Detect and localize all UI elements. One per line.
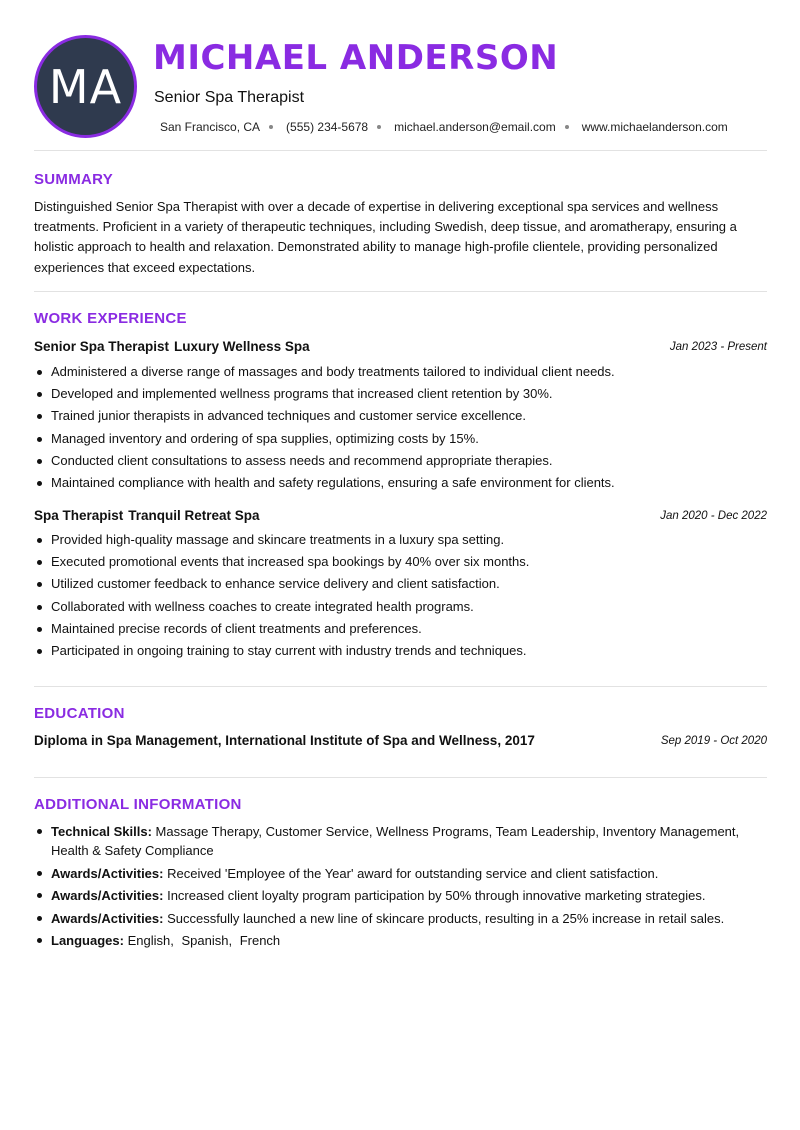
job-company: Tranquil Retreat Spa [128, 508, 260, 523]
item-text: Received 'Employee of the Year' award for outstanding service and client satisfaction. [167, 865, 659, 881]
job-dates: Jan 2020 - Dec 2022 [660, 510, 767, 522]
education-dates: Sep 2019 - Oct 2020 [660, 735, 767, 747]
separator-dot [377, 125, 381, 129]
avatar [34, 35, 137, 138]
additional-info-list [34, 822, 769, 954]
candidate-name: MICHAEL ANDERSON [153, 38, 559, 78]
list-item: Utilized customer feedback to enhance service delivery and client satisfaction. [34, 575, 769, 597]
education-entry: Diploma in Spa Management, International Institute of Spa and Wellness, 2017 [34, 733, 535, 748]
item-label: Awards/Activities: [51, 888, 164, 903]
language: English, [127, 933, 174, 948]
job-header [34, 508, 260, 523]
job-role: Senior Spa Therapist [34, 339, 170, 354]
list-item: Executed promotional events that increased spa bookings by 40% over six months. [34, 553, 769, 575]
language: Spanish, [181, 933, 233, 948]
contact-location: San Francisco, CA [160, 120, 261, 134]
list-item: Participated in ongoing training to stay current with industry trends and techniques. [34, 642, 769, 664]
job-dates: Jan 2023 - Present [669, 341, 767, 353]
divider [34, 686, 767, 687]
list-item: Administered a diverse range of massages and body treatments tailored to individual client needs. [34, 363, 769, 385]
divider [34, 150, 767, 151]
list-item: Managed inventory and ordering of spa supplies, optimizing costs by 15%. [34, 430, 769, 452]
job-company: Luxury Wellness Spa [174, 339, 310, 354]
list-item: Provided high-quality massage and skincare treatments in a luxury spa setting. [34, 531, 769, 553]
separator-dot [269, 125, 273, 129]
languages-item [34, 931, 769, 950]
list-item [34, 886, 769, 905]
list-item: Collaborated with wellness coaches to create integrated health programs. [34, 598, 769, 620]
contact-info [160, 120, 728, 134]
item-label: Awards/Activities: [51, 910, 164, 926]
item-text: Successfully launched a new line of skincare products, resulting in a 25% increase in retail sales. [167, 910, 725, 926]
divider [34, 291, 767, 292]
item-text: Massage Therapy, Customer Service, Wellness Programs, Team Leadership, Inventory Management, Health & Safety Compliance [51, 824, 740, 858]
job-bullets [34, 363, 769, 496]
education-heading: EDUCATION [34, 705, 125, 722]
summary-heading: SUMMARY [34, 171, 114, 188]
avatar-initials: MA [48, 59, 123, 114]
list-item: Developed and implemented wellness programs that increased client retention by 30%. [34, 385, 769, 407]
item-text: Increased client loyalty program participation by 50% through innovative marketing strategies. [167, 888, 706, 903]
job-bullets [34, 531, 769, 664]
contact-email[interactable]: michael.anderson@email.com [394, 120, 556, 134]
list-item [34, 864, 769, 883]
summary-text: Distinguished Senior Spa Therapist with over a decade of expertise in delivering exceptional spa services and wellness treatments. Proficient in a variety of therapeutic techniques, including Swedish, deep tissue, and aromatherapy, ensuring a holistic approach to health and relaxation. Demonstrated ability to manage high-profile clientele, providing personalized experiences that exceed expectations. [34, 199, 737, 275]
separator-dot [565, 125, 569, 129]
job-role: Spa Therapist [34, 508, 124, 523]
list-item: Maintained precise records of client treatments and preferences. [34, 620, 769, 642]
additional-info-heading: ADDITIONAL INFORMATION [34, 796, 242, 813]
languages-label: Languages: [51, 933, 124, 948]
list-item: Conducted client consultations to assess needs and recommend appropriate therapies. [34, 452, 769, 474]
contact-phone: (555) 234-5678 [286, 120, 369, 134]
contact-website[interactable]: www.michaelanderson.com [581, 120, 728, 134]
list-item [34, 822, 769, 860]
item-label: Awards/Activities: [51, 865, 164, 881]
list-item [34, 909, 769, 928]
list-item: Maintained compliance with health and safety regulations, ensuring a safe environment for clients. [34, 474, 769, 496]
item-label: Technical Skills: [51, 824, 152, 839]
language: French [239, 933, 281, 948]
list-item: Trained junior therapists in advanced techniques and customer service excellence. [34, 407, 769, 429]
work-experience-heading: WORK EXPERIENCE [34, 310, 187, 327]
job-header [34, 339, 310, 354]
divider [34, 777, 767, 778]
candidate-title: Senior Spa Therapist [154, 89, 305, 106]
